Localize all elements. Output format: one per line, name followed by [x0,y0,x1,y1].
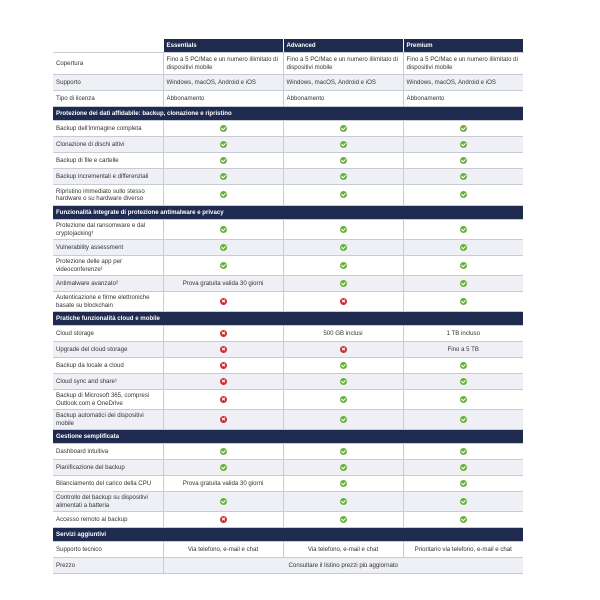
cell-icon [403,185,523,206]
check-icon [340,191,347,198]
table-row-coverage [53,53,523,75]
table-row-price [53,558,523,574]
cell-icon [163,326,283,342]
cross-icon [220,378,227,385]
cell-icon [403,512,523,528]
cell-icon [163,240,283,256]
cell-icon [283,374,403,390]
cell-text: Prova gratuita valida 30 giorni [163,476,283,492]
cell-text: Prova gratuita valida 30 giorni [163,276,283,292]
check-icon [220,141,227,148]
cross-icon [220,346,227,353]
cell-icon [163,358,283,374]
row-label: Cloud storage [53,326,163,342]
cell-icon [163,410,283,430]
cell-text: Fino a 5 TB [403,342,523,358]
cell-icon [283,476,403,492]
header-essentials: Essentials [163,39,283,53]
check-icon [340,141,347,148]
cell-icon [403,220,523,240]
section-title: Protezione dei dati affidabile: backup, clonazione e ripristino [53,107,523,121]
cell-icon [403,292,523,312]
header-advanced: Advanced [283,39,403,53]
cell-icon [403,121,523,137]
cell-icon [283,169,403,185]
check-icon [460,396,467,403]
cell-icon [283,492,403,512]
check-icon [460,480,467,487]
cell-icon [283,220,403,240]
check-icon [340,416,347,423]
cell-icon [283,342,403,358]
table-row [53,410,523,430]
row-label: Copertura [53,53,163,75]
cell-text: Fino a 5 PC/Mac e un numero illimitato di dispositivi mobile [283,53,403,75]
cell-text: Fino a 5 PC/Mac e un numero illimitato di dispositivi mobile [163,53,283,75]
cell-icon [283,512,403,528]
check-icon [340,448,347,455]
cell-icon [163,220,283,240]
cell-icon [163,121,283,137]
row-label: Bilanciamento del carico della CPU [53,476,163,492]
check-icon [460,280,467,287]
table-row [53,240,523,256]
table-row [53,542,523,558]
cell-icon [163,169,283,185]
check-icon [340,262,347,269]
cell-icon [403,444,523,460]
cell-icon [403,390,523,410]
check-icon [220,262,227,269]
check-icon [340,280,347,287]
table-row-license [53,91,523,107]
cell-icon [283,460,403,476]
row-label: Cloud sync and share¹ [53,374,163,390]
cell-icon [403,492,523,512]
table-row [53,292,523,312]
cell-text: Windows, macOS, Android e iOS [163,75,283,91]
check-icon [460,464,467,471]
table-row-support [53,75,523,91]
row-label: Clonazione di dischi attivi [53,137,163,153]
cross-icon [340,298,347,305]
row-label: Antimalware avanzato² [53,276,163,292]
row-label: Tipo di licenza [53,91,163,107]
cell-icon [403,169,523,185]
row-label: Backup da locale a cloud [53,358,163,374]
section-header [53,312,523,326]
table-row [53,374,523,390]
check-icon [460,191,467,198]
check-icon [340,157,347,164]
row-label: Pianificazione del backup [53,460,163,476]
price-value: Consultare il listino prezzi più aggiornato [163,558,523,574]
cell-icon [403,476,523,492]
cell-icon [283,240,403,256]
cross-icon [340,346,347,353]
section-title: Gestione semplificata [53,430,523,444]
table-row [53,169,523,185]
check-icon [340,226,347,233]
row-label: Backup incrementali e differenziali [53,169,163,185]
check-icon [460,378,467,385]
row-label: Backup di Microsoft 365, compresi Outlook.com e OneDrive [53,390,163,410]
check-icon [340,125,347,132]
table-body [53,53,523,574]
cell-icon [283,276,403,292]
cell-text: Windows, macOS, Android e iOS [403,75,523,91]
check-icon [460,173,467,180]
cell-icon [283,153,403,169]
header-blank [53,39,163,53]
row-label: Backup di file e cartelle [53,153,163,169]
cell-icon [283,444,403,460]
check-icon [460,498,467,505]
cell-icon [283,390,403,410]
section-header [53,206,523,220]
cell-icon [403,153,523,169]
cross-icon [220,298,227,305]
comparison-table-wrapper [53,39,523,574]
check-icon [340,244,347,251]
table-row [53,153,523,169]
header-premium: Premium [403,39,523,53]
cell-icon [163,444,283,460]
cell-icon [283,292,403,312]
check-icon [340,480,347,487]
section-title: Funzionalità integrate di protezione antimalware e privacy [53,206,523,220]
cell-text: Abbonamento [283,91,403,107]
cell-icon [163,460,283,476]
check-icon [340,498,347,505]
cell-icon [163,512,283,528]
check-icon [460,262,467,269]
table-row [53,390,523,410]
cell-icon [163,374,283,390]
table-row [53,185,523,206]
check-icon [340,362,347,369]
cross-icon [220,362,227,369]
section-header [53,107,523,121]
cell-text: Abbonamento [163,91,283,107]
cell-icon [163,256,283,276]
check-icon [220,244,227,251]
table-row [53,476,523,492]
cross-icon [220,416,227,423]
cell-icon [403,374,523,390]
cell-icon [403,256,523,276]
row-label: Supporto tecnico [53,542,163,558]
cross-icon [220,330,227,337]
cell-icon [163,153,283,169]
check-icon [220,464,227,471]
table-row [53,444,523,460]
cell-text: Abbonamento [403,91,523,107]
table-row [53,326,523,342]
check-icon [340,516,347,523]
cell-icon [163,185,283,206]
cross-icon [220,516,227,523]
table-row [53,276,523,292]
check-icon [220,157,227,164]
check-icon [220,125,227,132]
row-label: Ripristino immediato sullo stesso hardware o su hardware diverso [53,185,163,206]
check-icon [460,226,467,233]
check-icon [220,226,227,233]
cell-icon [403,240,523,256]
cell-icon [283,185,403,206]
row-label: Autenticazione e firme elettroniche basate su blockchain [53,292,163,312]
section-header [53,430,523,444]
cell-icon [403,460,523,476]
row-label: Protezione delle app per videoconferenze¹ [53,256,163,276]
cell-text: Fino a 5 PC/Mac e un numero illimitato di dispositivi mobile [403,53,523,75]
table-row [53,220,523,240]
cell-icon [403,137,523,153]
cell-icon [283,410,403,430]
cell-icon [403,410,523,430]
cell-icon [163,292,283,312]
row-label: Upgrade del cloud storage [53,342,163,358]
check-icon [460,448,467,455]
check-icon [460,244,467,251]
cell-icon [403,358,523,374]
comparison-table [53,39,524,574]
table-row [53,492,523,512]
check-icon [340,378,347,385]
row-label: Dashboard intuitiva [53,444,163,460]
check-icon [460,362,467,369]
cell-text: Windows, macOS, Android e iOS [283,75,403,91]
check-icon [340,464,347,471]
check-icon [340,396,347,403]
cell-icon [283,358,403,374]
row-label: Backup dell'immagine completa [53,121,163,137]
cell-icon [163,137,283,153]
table-row [53,121,523,137]
cell-icon [283,137,403,153]
cell-text: 500 GB inclusi [283,326,403,342]
table-row [53,460,523,476]
row-label: Backup automatici dei dispositivi mobile [53,410,163,430]
cell-icon [283,121,403,137]
table-row [53,512,523,528]
cell-text: Via telefono, e-mail e chat [163,542,283,558]
check-icon [460,416,467,423]
cell-icon [163,342,283,358]
cell-icon [163,390,283,410]
check-icon [460,141,467,148]
row-label: Prezzo [53,558,163,574]
cell-text: 1 TB incluso [403,326,523,342]
row-label: Protezione dal ransomware e dal cryptojacking¹ [53,220,163,240]
cell-icon [283,256,403,276]
check-icon [460,157,467,164]
row-label: Vulnerability assessment [53,240,163,256]
section-title: Servizi aggiuntivi [53,528,523,542]
table-row [53,137,523,153]
cross-icon [220,396,227,403]
check-icon [340,173,347,180]
check-icon [220,498,227,505]
cell-text: Prioritario via telefono, e-mail e chat [403,542,523,558]
header-row [53,39,523,53]
table-row [53,358,523,374]
cell-text: Via telefono, e-mail e chat [283,542,403,558]
row-label: Supporto [53,75,163,91]
cell-icon [163,492,283,512]
check-icon [220,191,227,198]
table-row [53,342,523,358]
row-label: Controllo del backup su dispositivi alimentati a batteria [53,492,163,512]
check-icon [220,448,227,455]
check-icon [220,173,227,180]
row-label: Accesso remoto al backup [53,512,163,528]
check-icon [460,516,467,523]
section-title: Pratiche funzionalità cloud e mobile [53,312,523,326]
section-header [53,528,523,542]
table-row [53,256,523,276]
cell-icon [403,276,523,292]
check-icon [460,298,467,305]
check-icon [460,125,467,132]
